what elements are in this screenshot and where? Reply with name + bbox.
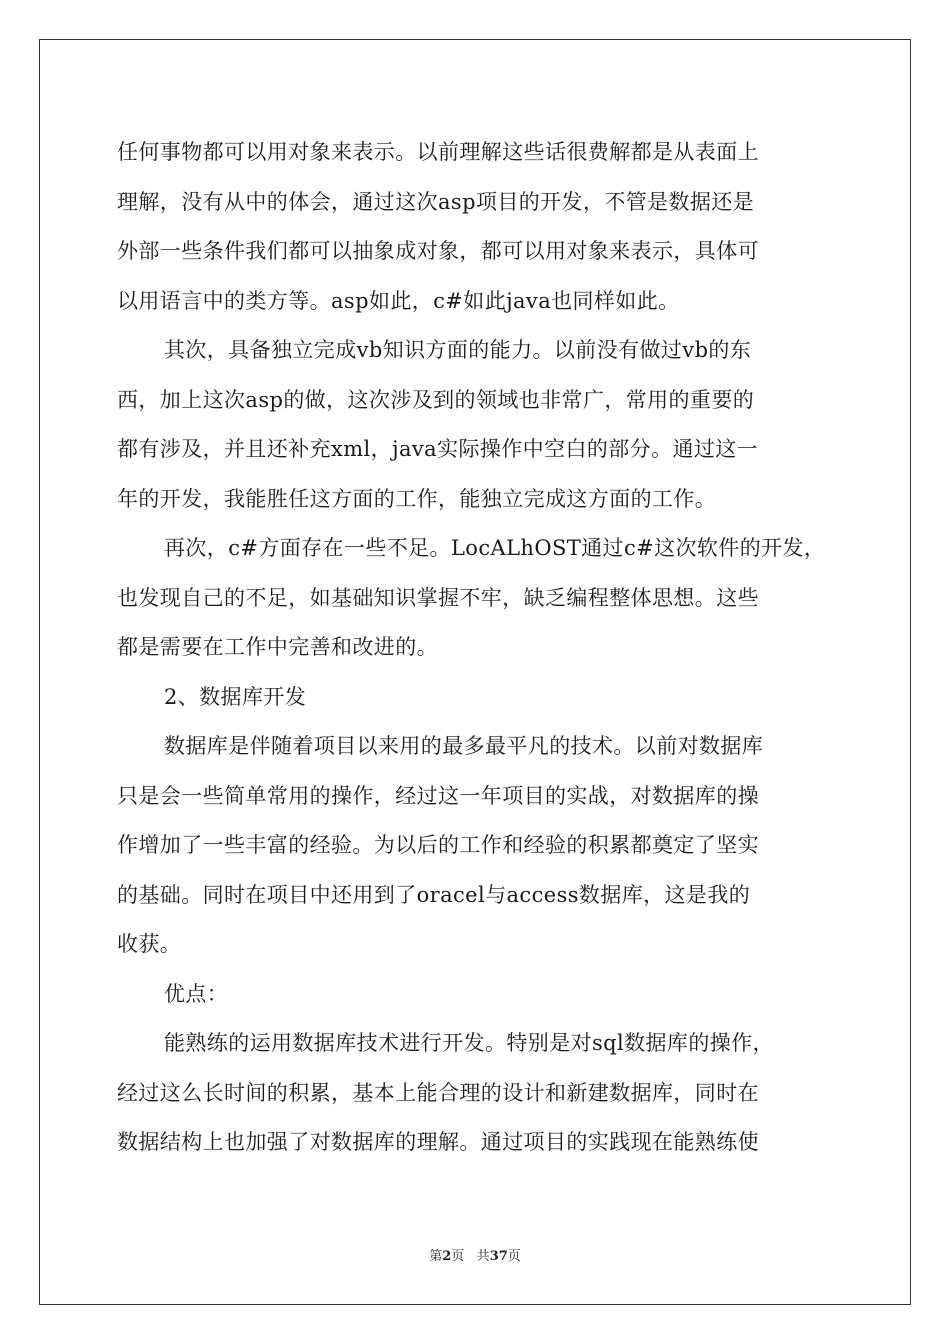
page-footer — [0, 1248, 950, 1266]
text-line: 也发现自己的不足，如基础知识掌握不牢，缺乏编程整体思想。这些 — [117, 585, 759, 610]
document-body — [117, 128, 837, 1168]
total-suffix: 页 — [507, 1249, 521, 1264]
paragraph-first-line: 再次，c#方面存在一些不足。LocALhOST通过c#这次软件的开发， — [164, 536, 826, 560]
subheading: 优点： — [164, 981, 229, 1006]
page-number: 2 — [442, 1249, 452, 1264]
text-line: 西，加上这次asp的做，这次涉及到的领域也非常广，常用的重要的 — [117, 387, 755, 412]
page-suffix: 页 — [451, 1249, 465, 1264]
paragraph-first-line: 数据库是伴随着项目以来用的最多最平凡的技术。以前对数据库 — [164, 734, 764, 758]
page-prefix: 第 — [429, 1249, 443, 1264]
text-line: 以用语言中的类方等。asp如此，c#如此java也同样如此。 — [117, 288, 680, 313]
total-pages: 37 — [489, 1249, 508, 1264]
section-heading: 2、数据库开发 — [164, 684, 307, 709]
text-line: 年的开发，我能胜任这方面的工作，能独立完成这方面的工作。 — [117, 486, 717, 511]
paragraph-first-line: 能熟练的运用数据库技术进行开发。特别是对sql数据库的操作， — [164, 1031, 774, 1055]
text-line: 数据结构上也加强了对数据库的理解。通过项目的实践现在能熟练使 — [117, 1130, 759, 1154]
text-line: 只是会一些简单常用的操作，经过这一年项目的实战，对数据库的操 — [117, 783, 759, 808]
paragraph-first-line: 其次，具备独立完成vb知识方面的能力。以前没有做过vb的东 — [164, 338, 752, 362]
text-line: 经过这么长时间的积累，基本上能合理的设计和新建数据库，同时在 — [117, 1080, 759, 1105]
text-line: 收获。 — [117, 932, 182, 956]
total-prefix: 共 — [476, 1249, 490, 1264]
text-line: 都有涉及，并且还补充xml，java实际操作中空白的部分。通过这一 — [117, 437, 759, 461]
text-line: 外部一些条件我们都可以抽象成对象，都可以用对象来表示，具体可 — [117, 239, 759, 263]
text-line: 都是需要在工作中完善和改进的。 — [117, 635, 438, 659]
text-line: 任何事物都可以用对象来表示。以前理解这些话很费解都是从表面上 — [117, 140, 759, 164]
text-line: 作增加了一些丰富的经验。为以后的工作和经验的积累都奠定了坚实 — [117, 833, 759, 857]
text-line: 理解，没有从中的体会，通过这次asp项目的开发，不管是数据还是 — [117, 189, 755, 214]
text-line: 的基础。同时在项目中还用到了oracel与access数据库，这是我的 — [117, 882, 751, 907]
